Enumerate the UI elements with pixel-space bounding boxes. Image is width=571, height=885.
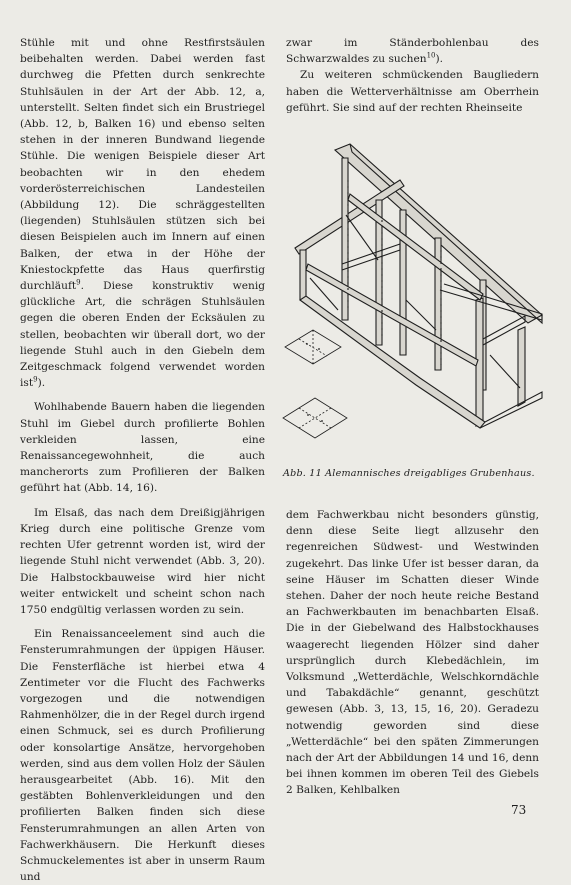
footnote-ref: 9 bbox=[33, 375, 38, 384]
right-text-column-bottom bbox=[286, 507, 539, 799]
paragraph: Ein Renaissanceelement sind auch die Fensterumrahmungen der üppigen Häuser. Die Fensterfläche ist hierbei etwa 4 Zentimeter vor die Flucht des Fachwerks vorgezogen und die notwendigen Rahmenhölzer, die in der Regel durch irgend einen Schmuck, sei es durch Profilierung oder konsolartige Ansätze, hervorgehoben werden, sind aus dem vollen Holz der Säulen herausgearbeitet (Abb. 16). Mit den gestäbten Bohlenverkleidungen und den profilierten Balken finden sich diese Fensterumrahmungen an allen Arten von Fachwerkhäusern. Die Herkunft dieses Schmuckelementes ist aber in unserm Raum und bbox=[20, 628, 265, 884]
paragraph: Im Elsaß, das nach dem Dreißigjährigen Krieg durch eine politische Grenze vom rechten Ufer getrennt worden ist, wird der liegende Stuhl nicht verwendet (Abb. 3, 20). Die Halbstockbauweise wird hier nicht weiter entwickelt und scheint schon nach 1750 endgültig verlassen worden zu sein. bbox=[20, 506, 265, 616]
figure-timber-frame-drawing bbox=[280, 140, 548, 458]
page-number: 73 bbox=[511, 803, 527, 817]
paragraph: Wohlhabende Bauern haben die liegenden Stuhl im Giebel durch profilierte Bohlen verkleiden lassen, eine Renaissancegewohnheit, die auch mancherorts zum Profilieren der Balken geführt hat (Abb. 14, 16). bbox=[20, 401, 265, 495]
paragraph: zwar im Ständerbohlenbau des Schwarzwaldes zu suchen$^{10}$). bbox=[286, 37, 539, 66]
right-text-column-top bbox=[286, 35, 539, 116]
left-text-column bbox=[20, 35, 265, 885]
paragraph: dem Fachwerkbau nicht besonders günstig, denn diese Seite liegt allzusehr den regenreichen Südwest- und Westwinden zugekehrt. Das linke Ufer ist besser daran, da seine Häuser im Schatten dieser Winde stehen. Daher der noch heute reiche Bestand an Fachwerkbauten im benachbarten Elsaß. Die in der Giebelwand des Halbstockhauses waagerecht liegenden Hölzer sind daher ursprünglich durch Klebedächlein, im Volksmund „Wetterdächle, Welschkorndächle und Tabakdächle“ genannt, geschützt gewesen (Abb. 3, 13, 15, 16, 20). Geradezu notwendig geworden sind diese „Wetterdächle“ bei den späten Zimmerungen nach der Art der Abbildungen 14 und 16, denn bei ihnen kommen im oberen Teil des Giebels 2 Balken, Kehlbalken bbox=[286, 509, 539, 797]
figure-caption: Abb. 11 Alemannisches dreigabliges Grubenhaus. bbox=[283, 468, 535, 479]
footnote-ref: 10 bbox=[426, 51, 436, 60]
paragraph: Stühle mit und ohne Restfirstsäulen beibehalten werden. Dabei werden fast durchweg die Pfetten durch senkrechte Stuhlsäulen in der Art der Abb. 12, a, unterstellt. Selten findet sich ein Brustriegel (Abb. 12, b, Balken 16) und ebenso selten stehen in der inneren Bundwand liegende Stühle. Die wenigen Beispiele dieser Art beobachten wir in den ehedem vorderösterreichischen Landesteilen (Abbildung 12). Die schräggestellten (liegenden) Stuhlsäulen stützen sich bei diesen Beispielen auch im Innern auf einen Balken, der etwa in der Höhe der Kniestockpfette das Haus querfirstig durchläuft$^9$. Diese konstruktiv wenig glückliche Art, die schrägen Stuhlsäulen gegen die oberen Enden der Ecksäulen zu stellen, beobachten wir überall dort, wo der liegende Stuhl auch in den Giebeln dem Zeitgeschmack folgend verwendet worden ist$^9$). bbox=[20, 37, 265, 390]
footnote-ref: 9 bbox=[76, 278, 81, 287]
paragraph: Zu weiteren schmückenden Baugliedern haben die Wetterverhältnisse am Oberrhein geführt. Sie sind auf der rechten Rheinseite bbox=[286, 69, 539, 114]
